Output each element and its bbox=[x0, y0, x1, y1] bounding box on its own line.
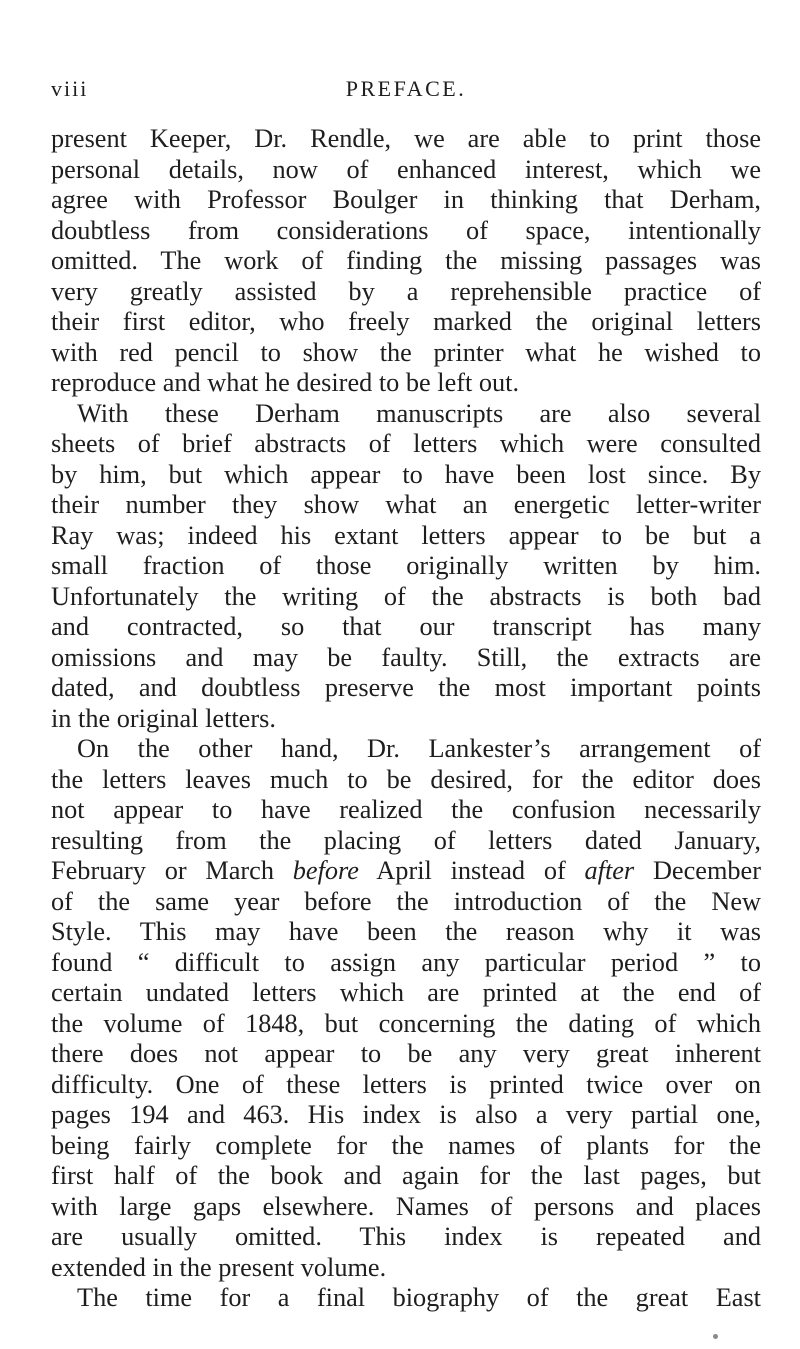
running-head bbox=[51, 76, 761, 110]
text-line: with red pencil to show the printer what he wished to bbox=[51, 337, 761, 367]
text-line: their first editor, who freely marked the original letters bbox=[51, 307, 761, 336]
text-line: are usually omitted. This index is repeated and bbox=[51, 1222, 761, 1251]
text-line: reproduce and what he desired to be left out. bbox=[51, 368, 520, 397]
text-line: very greatly assisted by a reprehensible practice of bbox=[51, 276, 761, 306]
text-line: present Keeper, Dr. Rendle, we are able to print those bbox=[51, 124, 761, 153]
text-line: difficulty. One of these letters is printed twice over on bbox=[51, 1069, 761, 1099]
text-line: the volume of 1848, but concerning the dating of which bbox=[51, 1008, 761, 1038]
text-line: by him, but which appear to have been lost since. By bbox=[51, 459, 761, 489]
page-number: viii bbox=[51, 76, 89, 101]
italic-word: before bbox=[292, 856, 359, 885]
text-line: With these Derham manuscripts are also several bbox=[77, 398, 761, 428]
text-line: omissions and may be faulty. Still, the extracts are bbox=[51, 642, 761, 672]
text-line: resulting from the placing of letters dated January, bbox=[51, 825, 761, 855]
line-text-part: April instead of bbox=[358, 856, 585, 885]
text-line: being fairly complete for the names of plants for the bbox=[51, 1130, 761, 1160]
text-line: first half of the book and again for the last pages, but bbox=[51, 1161, 761, 1190]
text-line: their number they show what an energetic letter-writer bbox=[51, 490, 761, 519]
text-line: the letters leaves much to be desired, for the editor does bbox=[51, 764, 761, 794]
text-line: personal details, now of enhanced interest, which we bbox=[51, 154, 761, 184]
line-text-part: February or March bbox=[51, 856, 293, 885]
text-line: extended in the present volume. bbox=[51, 1252, 387, 1282]
text-line: certain undated letters which are printed at the end of bbox=[51, 978, 761, 1007]
text-line: sheets of brief abstracts of letters which were consulted bbox=[51, 429, 761, 458]
text-line-with-italics bbox=[51, 856, 761, 887]
text-line: omitted. The work of finding the missing passages was bbox=[51, 246, 761, 275]
text-line: Style. This may have been the reason why it was bbox=[51, 917, 761, 946]
text-line: The time for a final biography of the great East bbox=[77, 1283, 761, 1312]
text-line: with large gaps elsewhere. Names of persons and places bbox=[51, 1191, 761, 1221]
text-line: Unfortunately the writing of the abstracts is both bad bbox=[51, 581, 761, 611]
paper-speck bbox=[713, 1334, 718, 1339]
text-line: dated, and doubtless preserve the most important points bbox=[51, 673, 761, 702]
text-line: found “ difficult to assign any particular period ” to bbox=[51, 947, 761, 977]
running-title: PREFACE. bbox=[345, 76, 467, 101]
text-line: small fraction of those originally written by him. bbox=[51, 551, 761, 580]
text-line: Ray was; indeed his extant letters appear to be but a bbox=[51, 520, 761, 550]
text-line: pages 194 and 463. His index is also a very partial one, bbox=[51, 1100, 761, 1129]
italic-word: after bbox=[584, 856, 635, 885]
text-line: On the other hand, Dr. Lankester’s arrangement of bbox=[77, 734, 761, 763]
text-line: agree with Professor Boulger in thinking that Derham, bbox=[51, 185, 761, 214]
line-text-part: December bbox=[634, 856, 761, 885]
text-line: not appear to have realized the confusion necessarily bbox=[51, 795, 761, 824]
text-line: doubtless from considerations of space, intentionally bbox=[51, 215, 761, 245]
text-line: there does not appear to be any very great inherent bbox=[51, 1039, 761, 1068]
text-line: in the original letters. bbox=[51, 703, 276, 733]
body-text bbox=[51, 124, 761, 1314]
text-line: of the same year before the introduction of the New bbox=[51, 886, 761, 916]
text-line: and contracted, so that our transcript has many bbox=[51, 612, 761, 641]
